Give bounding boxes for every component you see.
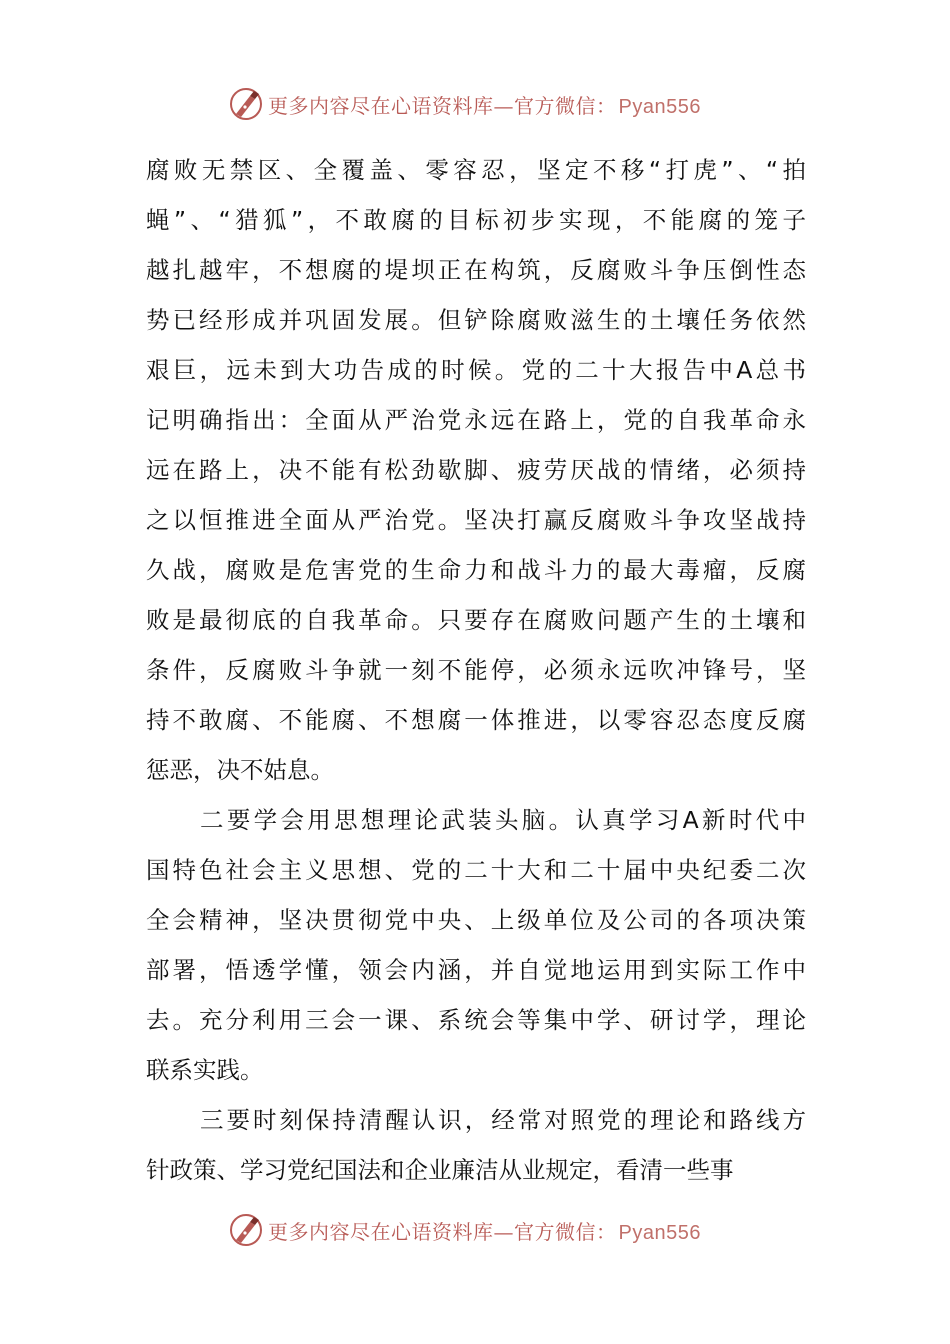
text-line: 三要时刻保持清醒认识，经常对照党的理论和路线方 (200, 1106, 806, 1134)
text-line: 全会精神，坚决贯彻党中央、上级单位及公司的各项决策 (146, 906, 806, 934)
banner-text: 更多内容尽在心语资料库—官方微信： Pyan556 (268, 93, 701, 118)
text-line: 记明确指出：全面从严治党永远在路上，党的自我革命永 (146, 406, 806, 434)
text-line: 持不敢腐、不能腐、不想腐一体推进，以零容忍态度反腐 (146, 706, 806, 734)
footer-watermark-banner (228, 1210, 701, 1250)
pen-nib-logo-icon (228, 1212, 264, 1248)
pen-nib-logo-icon (228, 86, 264, 122)
text-line: 二要学会用思想理论武装头脑。认真学习A新时代中 (200, 806, 806, 834)
text-line: 久战，腐败是危害党的生命力和战斗力的最大毒瘤，反腐 (146, 556, 806, 584)
text-line: 艰巨，远未到大功告成的时候。党的二十大报告中A总书 (146, 356, 806, 384)
text-line: 腐败无禁区、全覆盖、零容忍，坚定不移“打虎”、“拍 (146, 156, 806, 184)
paragraph (146, 1095, 806, 1195)
text-line: 针政策、学习党纪国法和企业廉洁从业规定，看清一些事 (146, 1156, 734, 1184)
text-line: 败是最彻底的自我革命。只要存在腐败问题产生的土壤和 (146, 606, 806, 634)
paragraph (146, 795, 806, 1095)
text-line: 部署，悟透学懂，领会内涵，并自觉地运用到实际工作中 (146, 956, 806, 984)
text-line: 蝇”、“猎狐”，不敢腐的目标初步实现，不能腐的笼子 (146, 206, 806, 234)
paragraph (146, 145, 806, 795)
wechat-id: Pyan556 (618, 95, 701, 118)
document-body (146, 145, 806, 1195)
text-line: 越扎越牢，不想腐的堤坝正在构筑，反腐败斗争压倒性态 (146, 256, 806, 284)
text-line: 国特色社会主义思想、党的二十大和二十届中央纪委二次 (146, 856, 806, 884)
text-line: 去。充分利用三会一课、系统会等集中学、研讨学，理论 (146, 1006, 806, 1034)
text-line: 势已经形成并巩固发展。但铲除腐败滋生的土壤任务依然 (146, 306, 806, 334)
text-line: 联系实践。 (146, 1056, 264, 1084)
header-watermark-banner (228, 84, 701, 124)
wechat-id: Pyan556 (618, 1221, 701, 1244)
banner-text: 更多内容尽在心语资料库—官方微信： Pyan556 (268, 1219, 701, 1244)
text-line: 远在路上，决不能有松劲歇脚、疲劳厌战的情绪，必须持 (146, 456, 806, 484)
text-line: 条件，反腐败斗争就一刻不能停，必须永远吹冲锋号，坚 (146, 656, 806, 684)
text-line: 之以恒推进全面从严治党。坚决打赢反腐败斗争攻坚战持 (146, 506, 806, 534)
text-line: 惩恶，决不姑息。 (146, 756, 334, 784)
